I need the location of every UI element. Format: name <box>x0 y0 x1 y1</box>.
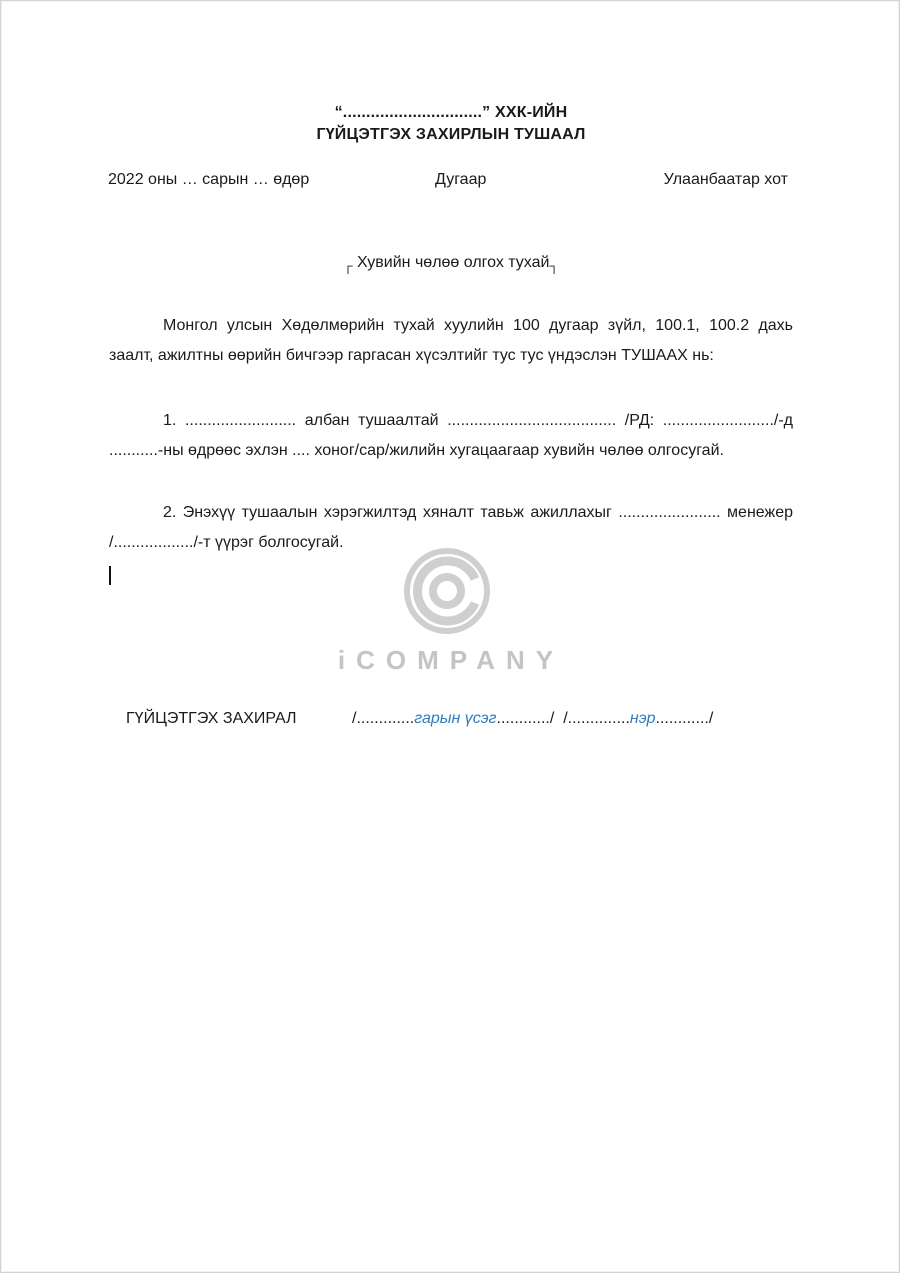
name-hint[interactable]: нэр <box>629 710 656 727</box>
order-item-1[interactable]: 1. ......................... албан тушаалтай ...................................... /РД: ........................./-д ...........-ны өдрөөс эхлэн .... хоног/сар/жилийн хугацаагаар хувийн чөлөө олгосугай. <box>109 412 793 459</box>
signature-prefix: /............. <box>352 710 415 727</box>
text-cursor <box>109 566 111 585</box>
signature-hint[interactable]: гарын үсэг <box>414 710 497 727</box>
order-date: 2022 оны … сарын … өдөр <box>108 171 310 188</box>
watermark-text: iCOMPANY <box>337 645 565 675</box>
order-title: ГҮЙЦЭТГЭХ ЗАХИРЛЫН ТУШААЛ <box>316 126 586 143</box>
order-item-2[interactable]: 2. Энэхүү тушаалын хэрэгжилтэд хяналт тавьж ажиллахыг ....................... менежер /................../-т үүрэг болгосугай. <box>109 504 793 551</box>
subject-close-bracket: ┐ <box>549 258 559 273</box>
signature-title: ГҮЙЦЭТГЭХ ЗАХИРАЛ <box>126 710 297 727</box>
name-prefix: /.............. <box>554 710 630 727</box>
company-title: “..............................” ХХК-ИЙН <box>334 104 568 121</box>
order-subject <box>1 254 900 273</box>
signature-suffix: ............/ <box>496 710 555 727</box>
intro-paragraph[interactable]: Монгол улсын Хөдөлмөрийн тухай хуулийн 100 дугаар зүйл, 100.1, 100.2 дахь заалт, ажилтны өөрийн бичгээр гаргасан хүсэлтийг тус тус үндэслэн ТУШААХ нь: <box>109 317 793 364</box>
subject-text: Хувийн чөлөө олгох тухай <box>352 254 550 271</box>
subject-open-bracket: ┌ <box>343 258 353 273</box>
name-suffix: ............/ <box>655 710 714 727</box>
order-number-label: Дугаар <box>435 171 487 188</box>
signature-fields <box>352 710 713 728</box>
order-city: Улаанбаатар хот <box>663 171 788 188</box>
